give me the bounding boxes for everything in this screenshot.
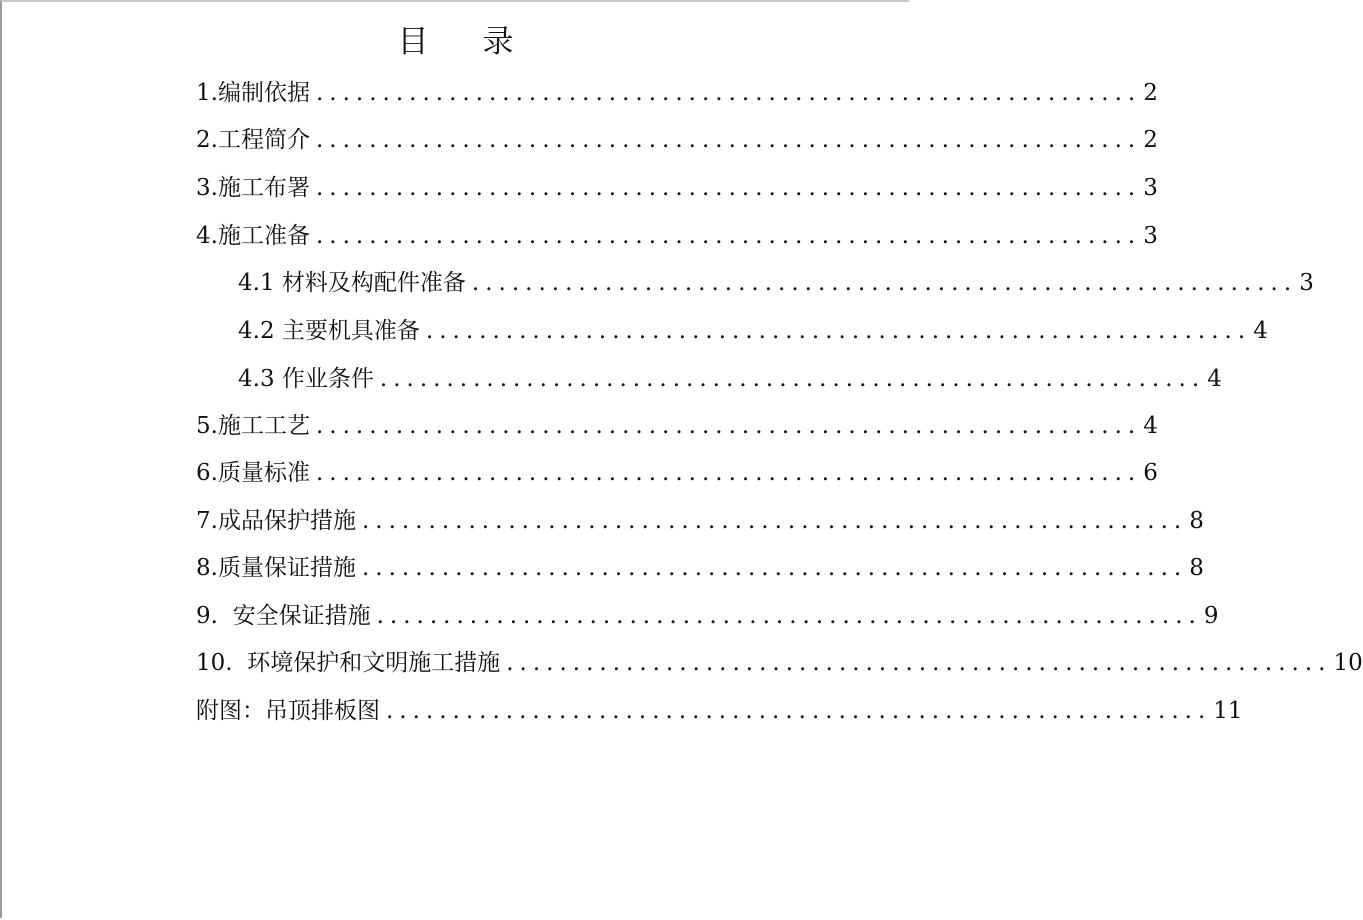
toc-entry-label: 6.质量标准 — [196, 460, 310, 486]
toc-entry[interactable] — [196, 121, 1158, 155]
toc-entry-label: 4.2 主要机具准备 — [238, 318, 420, 344]
toc-entry-leader: .............................................................. — [379, 366, 1206, 392]
toc-entry-leader: .............................................................. — [425, 318, 1252, 344]
toc-entry-leader: .............................................................. — [386, 698, 1212, 724]
toc-entry-leader: .............................................................. — [315, 175, 1142, 201]
toc-entry-page: 8 — [1189, 555, 1204, 581]
toc-entry-leader: .............................................................. — [506, 650, 1332, 676]
toc-subentry[interactable] — [238, 360, 1222, 394]
toc-entry-leader: .............................................................. — [361, 508, 1188, 534]
toc-entry-leader: .............................................................. — [315, 460, 1142, 486]
toc-entry-page: 9 — [1203, 603, 1219, 629]
toc-subentry[interactable] — [238, 264, 1314, 298]
toc-list — [2, 2, 1363, 920]
toc-entry-label: 4.施工准备 — [196, 223, 310, 249]
toc-entry[interactable] — [196, 549, 1204, 583]
toc-entry[interactable] — [196, 502, 1204, 536]
toc-entry-label: 3.施工布署 — [196, 175, 310, 201]
toc-entry-leader: .............................................................. — [315, 413, 1142, 439]
toc-entry[interactable] — [196, 644, 1363, 678]
toc-subentry[interactable] — [238, 312, 1268, 346]
toc-entry-page: 10 — [1333, 650, 1363, 676]
toc-entry-leader: .............................................................. — [361, 555, 1188, 581]
toc-title-right: 录 — [482, 24, 516, 60]
toc-entry-label: 10. 环境保护和文明施工措施 — [196, 650, 501, 676]
toc-entry-leader: .............................................................. — [471, 270, 1298, 296]
toc-entry-page: 3 — [1143, 223, 1158, 249]
toc-entry[interactable] — [196, 169, 1158, 203]
toc-entry-label: 4.3 作业条件 — [238, 366, 374, 392]
toc-entry-label: 8.质量保证措施 — [196, 555, 356, 581]
toc-entry-page: 3 — [1299, 270, 1314, 296]
toc-entry-label: 9. 安全保证措施 — [196, 603, 371, 629]
toc-entry-label: 5.施工工艺 — [196, 413, 310, 439]
toc-entry-page: 11 — [1213, 698, 1243, 724]
toc-entry-page: 2 — [1143, 80, 1158, 106]
toc-entry-leader: .............................................................. — [315, 127, 1142, 153]
toc-entry-label: 1.编制依据 — [196, 80, 310, 106]
toc-title-left: 目 — [397, 24, 431, 60]
toc-entry-page: 8 — [1189, 508, 1204, 534]
toc-entry-leader: .............................................................. — [376, 603, 1202, 629]
toc-entry-label: 2.工程简介 — [196, 127, 310, 153]
toc-entry-page: 3 — [1143, 175, 1158, 201]
toc-entry-page: 4 — [1253, 318, 1268, 344]
toc-entry-leader: .............................................................. — [315, 80, 1142, 106]
toc-entry-label: 4.1 材料及构配件准备 — [238, 270, 466, 296]
toc-entry-leader: .............................................................. — [315, 223, 1142, 249]
toc-entry-page: 6 — [1143, 460, 1158, 486]
toc-entry-page: 2 — [1143, 127, 1158, 153]
toc-entry[interactable] — [196, 597, 1219, 631]
toc-entry[interactable] — [196, 454, 1158, 488]
toc-entry-label: 7.成品保护措施 — [196, 508, 356, 534]
toc-entry[interactable] — [196, 407, 1158, 441]
toc-entry[interactable] — [196, 692, 1243, 726]
toc-entry[interactable] — [196, 217, 1158, 251]
toc-entry-label: 附图：吊顶排板图 — [196, 698, 380, 724]
toc-entry-page: 4 — [1143, 413, 1158, 439]
toc-entry-page: 4 — [1207, 366, 1222, 392]
toc-entry[interactable] — [196, 74, 1158, 108]
